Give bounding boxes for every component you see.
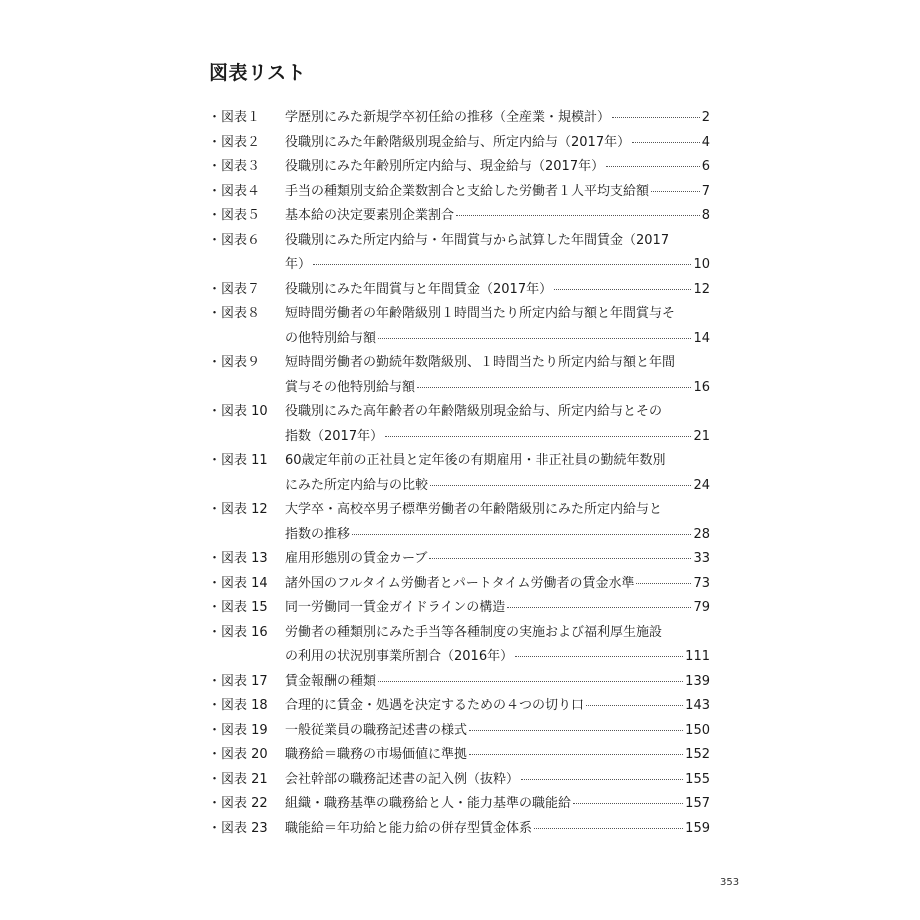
leader-dots <box>586 705 683 706</box>
leader-dots <box>507 607 691 608</box>
list-item-line <box>208 547 710 572</box>
list-item-line <box>208 351 710 376</box>
leader-dots <box>554 289 691 290</box>
list-item-line <box>208 155 710 180</box>
figure-page: 21 <box>693 428 710 444</box>
figure-page: 111 <box>685 649 710 664</box>
leader-dots <box>606 166 700 167</box>
figure-title: 年） <box>285 257 312 272</box>
figure-number: ・図表 10 <box>208 404 268 419</box>
leader-dots <box>429 558 691 559</box>
leader-dots <box>469 730 683 731</box>
figure-page: 159 <box>685 820 710 836</box>
list-item <box>208 719 710 744</box>
list-item-line <box>208 204 710 229</box>
figure-title: 手当の種類別支給企業数割合と支給した労働者１人平均支給額 <box>285 183 650 199</box>
figure-number: ・図表 22 <box>208 796 268 811</box>
figure-number: ・図表 17 <box>208 673 268 689</box>
figure-page: 155 <box>685 771 710 787</box>
list-item-line <box>208 131 710 156</box>
figure-number: ・図表 16 <box>208 624 268 640</box>
figure-number: ・図表８ <box>208 306 261 321</box>
leader-dots <box>456 215 700 216</box>
figure-title: 指数（2017年） <box>285 428 384 444</box>
figure-page: 2 <box>701 110 710 125</box>
list-item-line <box>208 278 710 303</box>
figure-page: 12 <box>693 281 710 297</box>
figure-page: 24 <box>693 477 710 493</box>
figure-number: ・図表 14 <box>208 575 268 591</box>
leader-dots <box>469 754 683 755</box>
leader-dots <box>612 117 700 118</box>
figure-number: ・図表 19 <box>208 722 268 738</box>
list-item <box>208 596 710 621</box>
list-item-line <box>208 768 710 793</box>
figure-number: ・図表５ <box>208 208 261 223</box>
figure-number: ・図表７ <box>208 281 261 297</box>
leader-dots <box>636 583 691 584</box>
figure-title: 一般従業員の職務記述書の様式 <box>285 722 468 738</box>
list-item <box>208 547 710 572</box>
figure-page: 6 <box>701 159 710 174</box>
figure-page: 152 <box>685 747 710 762</box>
figure-page: 8 <box>701 208 710 223</box>
list-item-line <box>208 106 710 131</box>
list-item-line <box>208 645 710 670</box>
list-item-line <box>208 327 710 352</box>
leader-dots <box>378 681 683 682</box>
figure-title: 雇用形態別の賃金カーブ <box>285 551 428 566</box>
figure-page: 143 <box>685 698 710 713</box>
leader-dots <box>313 264 691 265</box>
figure-page: 150 <box>685 722 710 738</box>
figure-number: ・図表９ <box>208 355 261 370</box>
figure-title: 同一労働同一賃金ガイドラインの構造 <box>285 600 506 615</box>
figure-number: ・図表６ <box>208 232 261 248</box>
figure-page: 33 <box>693 551 710 566</box>
leader-dots <box>573 803 683 804</box>
figure-title: 役職別にみた所定内給与・年間賞与から試算した年間賃金（2017 <box>285 232 670 248</box>
figure-page: 73 <box>693 575 710 591</box>
list-item-line <box>208 572 710 597</box>
list-item-line <box>208 670 710 695</box>
list-item-line <box>208 180 710 205</box>
list-item-line <box>208 400 710 425</box>
list-item-line <box>208 253 710 278</box>
list-item-line <box>208 229 710 254</box>
leader-dots <box>521 779 683 780</box>
leader-dots <box>352 534 691 535</box>
figure-title: 職能給＝年功給と能力給の併存型賃金体系 <box>285 820 533 836</box>
figure-page: 14 <box>693 330 710 346</box>
list-item <box>208 351 710 400</box>
list-item-line <box>208 792 710 817</box>
figure-page: 10 <box>693 257 710 272</box>
figure-title: 指数の推移 <box>285 526 351 542</box>
list-item <box>208 180 710 205</box>
list-item-line <box>208 376 710 401</box>
list-item <box>208 204 710 229</box>
list-item-line <box>208 817 710 842</box>
list-item <box>208 572 710 597</box>
leader-dots <box>534 828 683 829</box>
list-item-line <box>208 302 710 327</box>
list-item <box>208 621 710 670</box>
leader-dots <box>417 387 691 388</box>
leader-dots <box>385 436 691 437</box>
figure-page: 16 <box>693 379 710 395</box>
figure-number: ・図表 11 <box>208 453 268 468</box>
list-item-line <box>208 596 710 621</box>
list-item <box>208 229 710 278</box>
leader-dots <box>651 191 700 192</box>
list-item-line <box>208 498 710 523</box>
list-item <box>208 817 710 842</box>
list-item-line <box>208 719 710 744</box>
figure-title: 基本給の決定要素別企業割合 <box>285 208 455 223</box>
list-item <box>208 400 710 449</box>
page-title: 図表リスト <box>209 62 307 84</box>
figure-title: 賃金報酬の種類 <box>285 673 377 689</box>
figure-title: 短時間労働者の勤続年数階級別、１時間当たり所定内給与額と年間 <box>285 355 676 370</box>
figure-number: ・図表 21 <box>208 771 268 787</box>
figure-title: 組織・職務基準の職務給と人・能力基準の職能給 <box>285 796 572 811</box>
list-item-line <box>208 425 710 450</box>
list-item <box>208 743 710 768</box>
figure-title: 職務給＝職務の市場価値に準拠 <box>285 747 468 762</box>
figure-number: ・図表 20 <box>208 747 268 762</box>
list-item <box>208 498 710 547</box>
figure-title: 60歳定年前の正社員と定年後の有期雇用・非正社員の勤続年数別 <box>285 453 666 468</box>
figure-page: 157 <box>685 796 710 811</box>
figure-title: 役職別にみた年齢階級別現金給与、所定内給与（2017年） <box>285 134 631 150</box>
figure-title: 役職別にみた高年齢者の年齢階級別現金給与、所定内給与とその <box>285 404 663 419</box>
figure-number: ・図表 13 <box>208 551 268 566</box>
figure-title: 役職別にみた年間賞与と年間賃金（2017年） <box>285 281 553 297</box>
figure-list <box>208 106 710 841</box>
figure-number: ・図表 18 <box>208 698 268 713</box>
figure-number: ・図表３ <box>208 159 261 174</box>
leader-dots <box>430 485 691 486</box>
list-item <box>208 792 710 817</box>
figure-title: 学歴別にみた新規学卒初任給の推移（全産業・規模計） <box>285 110 611 125</box>
figure-title: 諸外国のフルタイム労働者とパートタイム労働者の賃金水準 <box>285 575 635 591</box>
list-item <box>208 302 710 351</box>
figure-title: の他特別給与額 <box>285 330 377 346</box>
list-item <box>208 694 710 719</box>
figure-title: の利用の状況別事業所割合（2016年） <box>285 649 514 664</box>
list-item-line <box>208 474 710 499</box>
figure-number: ・図表１ <box>208 110 261 125</box>
figure-title: 賞与その他特別給与額 <box>285 379 416 395</box>
figure-title: 会社幹部の職務記述書の記入例（抜粋） <box>285 771 520 787</box>
figure-number: ・図表 23 <box>208 820 268 836</box>
list-item-line <box>208 743 710 768</box>
page-number: 353 <box>720 877 740 888</box>
figure-page: 28 <box>693 526 710 542</box>
leader-dots <box>515 656 683 657</box>
figure-number: ・図表４ <box>208 183 261 199</box>
list-item-line <box>208 523 710 548</box>
figure-page: 7 <box>701 183 710 199</box>
list-item-line <box>208 621 710 646</box>
list-item-line <box>208 694 710 719</box>
leader-dots <box>632 142 700 143</box>
figure-page: 4 <box>701 134 710 150</box>
list-item <box>208 131 710 156</box>
figure-page: 79 <box>693 600 710 615</box>
figure-number: ・図表 15 <box>208 600 268 615</box>
figure-title: にみた所定内給与の比較 <box>285 477 429 493</box>
list-item <box>208 449 710 498</box>
figure-number: ・図表２ <box>208 134 261 150</box>
figure-title: 大学卒・高校卒男子標準労働者の年齢階級別にみた所定内給与と <box>285 502 663 517</box>
figure-page: 139 <box>685 673 710 689</box>
list-item-line <box>208 449 710 474</box>
list-item <box>208 670 710 695</box>
list-item <box>208 155 710 180</box>
list-item <box>208 278 710 303</box>
figure-title: 役職別にみた年齢別所定内給与、現金給与（2017年） <box>285 159 605 174</box>
leader-dots <box>378 338 691 339</box>
list-item <box>208 106 710 131</box>
figure-title: 合理的に賃金・処遇を決定するための４つの切り口 <box>285 698 585 713</box>
list-item <box>208 768 710 793</box>
figure-title: 労働者の種類別にみた手当等各種制度の実施および福利厚生施設 <box>285 624 663 640</box>
figure-number: ・図表 12 <box>208 502 268 517</box>
figure-title: 短時間労働者の年齢階級別１時間当たり所定内給与額と年間賞与そ <box>285 306 676 321</box>
